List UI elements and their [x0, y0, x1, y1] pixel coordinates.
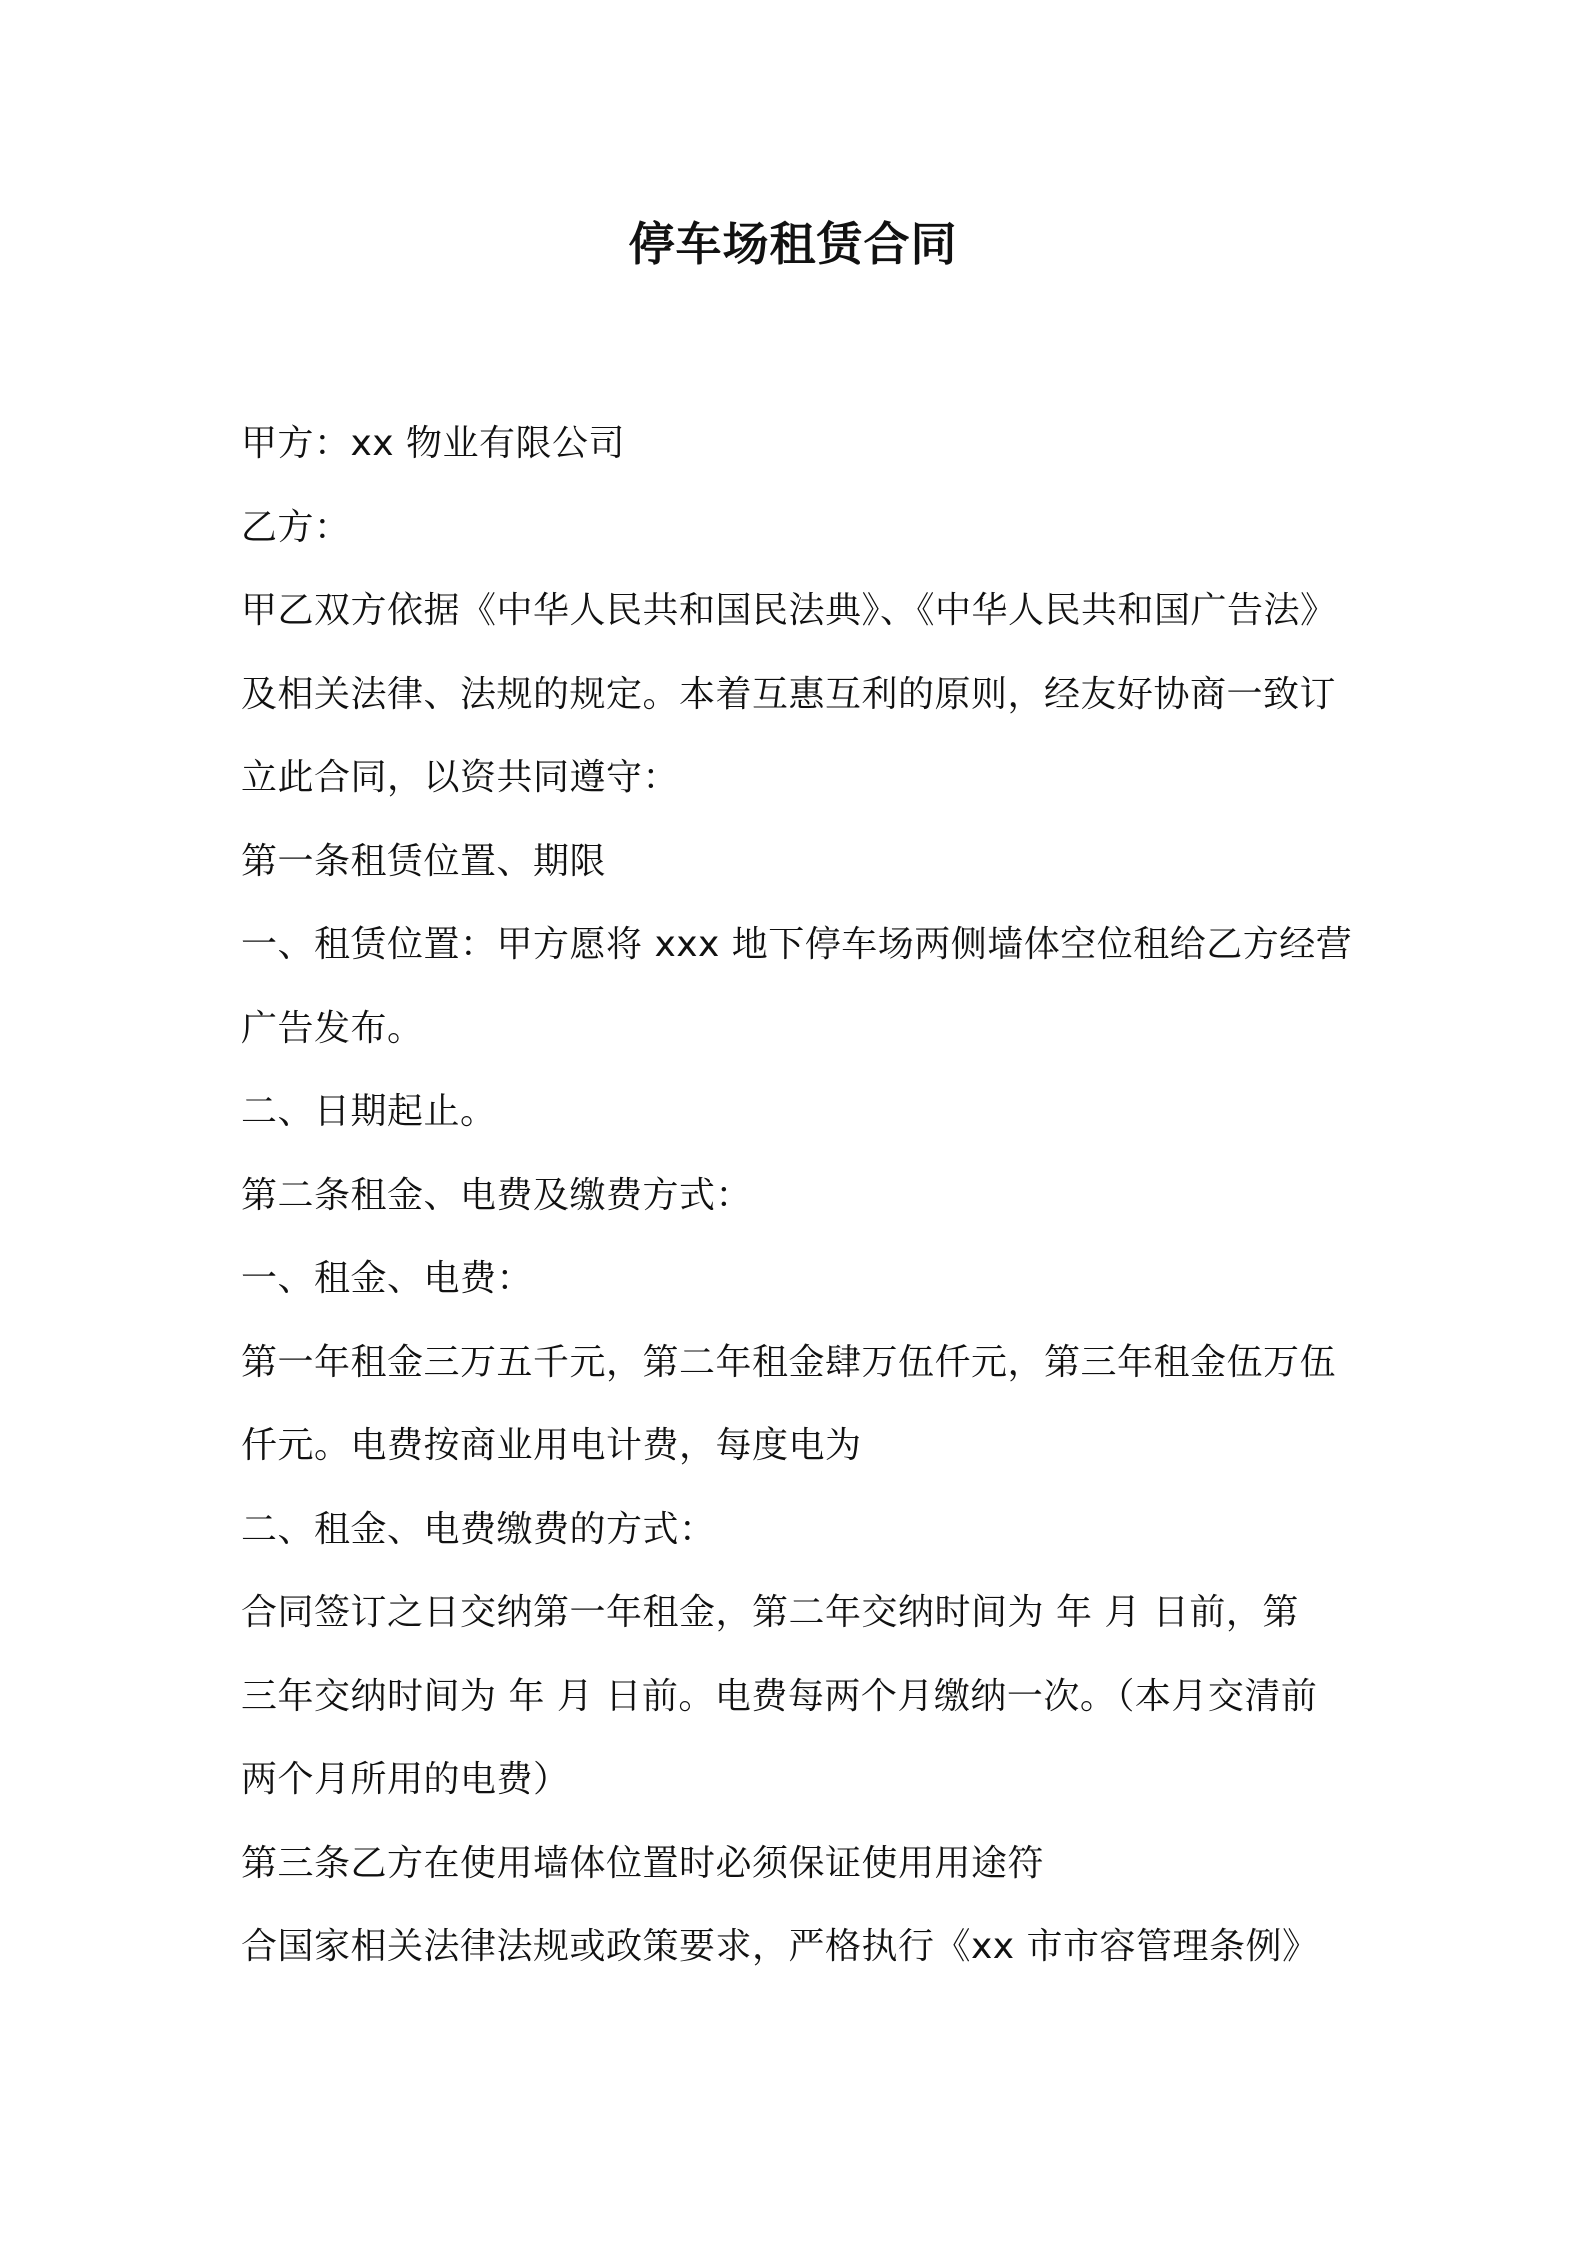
paragraph-line: 及相关法律、法规的规定。本着互惠互利的原则，经友好协商一致订: [241, 673, 1337, 715]
party-b-line: 乙方：: [241, 506, 351, 548]
paragraph-line: 仟元。电费按商业用电计费，每度电为: [241, 1425, 862, 1466]
article-heading: 第一条租赁位置、期限: [241, 840, 607, 882]
paragraph-line: 合国家相关法律法规或政策要求，严格执行《xx 市市容管理条例》: [241, 1926, 1319, 1967]
article-heading: 第二条租金、电费及缴费方式：: [241, 1174, 753, 1216]
article-heading: 第三条乙方在使用墙体位置时必须保证使用用途符: [241, 1842, 1045, 1884]
document-title: 停车场租赁合同: [628, 217, 958, 271]
paragraph-line: 一、租赁位置：甲方愿将 xxx 地下停车场两侧墙体空位租给乙方经营: [241, 924, 1353, 965]
paragraph-line: 二、租金、电费缴费的方式：: [241, 1508, 716, 1550]
paragraph-line: 二、日期起止。: [241, 1091, 497, 1132]
paragraph-line: 两个月所用的电费）: [241, 1759, 570, 1800]
paragraph-line: 第一年租金三万五千元，第二年租金肆万伍仟元，第三年租金伍万伍: [241, 1341, 1337, 1383]
paragraph-line: 立此合同，以资共同遵守：: [241, 757, 680, 798]
paragraph-line: 一、租金、电费：: [241, 1258, 534, 1299]
party-a-line: 甲方：xx 物业有限公司: [241, 423, 626, 464]
document-body: [241, 402, 1361, 1989]
paragraph-line: 合同签订之日交纳第一年租金，第二年交纳时间为 年 月 日前，第: [241, 1592, 1299, 1633]
paragraph-line: 甲乙双方依据《中华人民共和国民法典》、《中华人民共和国广告法》: [241, 590, 1337, 631]
paragraph-line: 三年交纳时间为 年 月 日前。电费每两个月缴纳一次。（本月交清前: [241, 1675, 1318, 1717]
paragraph-line: 广告发布。: [241, 1007, 424, 1049]
